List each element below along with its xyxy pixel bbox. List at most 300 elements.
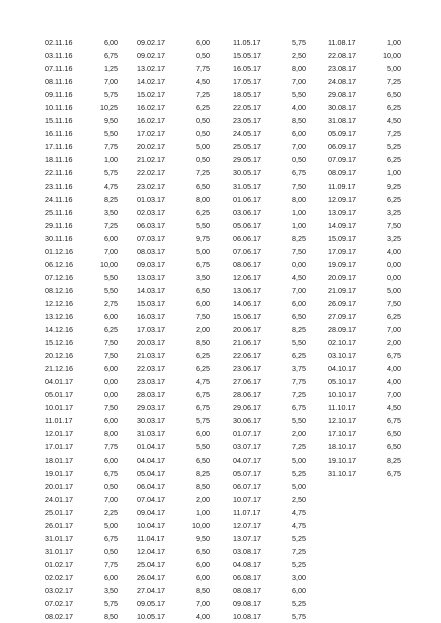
date-cell[interactable]: 30.08.17 (328, 103, 356, 113)
value-cell[interactable]: 6,25 (104, 325, 118, 335)
value-cell[interactable]: 3,25 (387, 233, 401, 243)
value-cell[interactable]: 6,25 (387, 194, 401, 204)
value-cell[interactable]: 6,25 (387, 155, 401, 165)
date-cell[interactable]: 04.08.17 (233, 559, 261, 569)
value-cell[interactable]: 7,25 (387, 77, 401, 87)
date-cell[interactable]: 28.03.17 (137, 390, 165, 400)
date-cell[interactable]: 11.04.17 (137, 533, 165, 543)
value-cell[interactable]: 3,75 (292, 364, 306, 374)
value-cell[interactable]: 7,75 (104, 442, 118, 452)
value-cell[interactable]: 3,50 (104, 585, 118, 595)
date-cell[interactable]: 16.03.17 (137, 311, 165, 321)
date-cell[interactable]: 27.04.17 (137, 585, 165, 595)
value-cell[interactable]: 7,25 (387, 129, 401, 139)
date-cell[interactable]: 02.11.16 (45, 38, 73, 47)
date-cell[interactable]: 03.11.16 (45, 51, 73, 61)
value-cell[interactable]: 7,50 (104, 403, 118, 413)
date-cell[interactable]: 05.09.17 (328, 129, 356, 139)
date-cell[interactable]: 09.04.17 (137, 507, 165, 517)
value-cell[interactable]: 10,00 (100, 259, 118, 269)
value-cell[interactable]: 8,50 (196, 481, 210, 491)
value-cell[interactable]: 7,50 (104, 351, 118, 361)
value-cell[interactable]: 4,00 (196, 612, 210, 622)
value-cell[interactable]: 2,00 (292, 429, 306, 439)
value-cell[interactable]: 6,50 (196, 181, 210, 191)
date-cell[interactable]: 27.06.17 (233, 377, 261, 387)
date-cell[interactable]: 12.07.17 (233, 520, 261, 530)
value-cell[interactable]: 6,50 (196, 455, 210, 465)
value-cell[interactable]: 7,25 (196, 90, 210, 100)
value-cell[interactable]: 8,50 (104, 612, 118, 622)
value-cell[interactable]: 5,75 (104, 90, 118, 100)
value-cell[interactable]: 8,00 (292, 194, 306, 204)
value-cell[interactable]: 5,25 (387, 142, 401, 152)
date-cell[interactable]: 16.02.17 (137, 116, 165, 126)
value-cell[interactable]: 1,00 (292, 207, 306, 217)
date-cell[interactable]: 21.02.17 (137, 155, 165, 165)
date-cell[interactable]: 22.03.17 (137, 364, 165, 374)
value-cell[interactable]: 5,50 (104, 285, 118, 295)
date-cell[interactable]: 30.06.17 (233, 416, 261, 426)
value-cell[interactable]: 10,00 (383, 51, 401, 61)
value-cell[interactable]: 5,50 (104, 272, 118, 282)
value-cell[interactable]: 8,00 (196, 194, 210, 204)
date-cell[interactable]: 11.01.17 (45, 416, 73, 426)
value-cell[interactable]: 8,25 (292, 233, 306, 243)
date-cell[interactable]: 20.01.17 (45, 481, 73, 491)
date-cell[interactable]: 14.06.17 (233, 298, 261, 308)
date-cell[interactable]: 07.06.17 (233, 246, 261, 256)
value-cell[interactable]: 7,50 (196, 311, 210, 321)
value-cell[interactable]: 1,25 (104, 64, 118, 74)
date-cell[interactable]: 21.09.17 (328, 285, 356, 295)
value-cell[interactable]: 0,00 (387, 272, 401, 282)
value-cell[interactable]: 5,75 (104, 168, 118, 178)
date-cell[interactable]: 10.07.17 (233, 494, 261, 504)
value-cell[interactable]: 6,75 (292, 168, 306, 178)
date-cell[interactable]: 15.06.17 (233, 311, 261, 321)
date-cell[interactable]: 08.12.16 (45, 285, 73, 295)
date-cell[interactable]: 08.08.17 (233, 585, 261, 595)
date-cell[interactable]: 29.08.17 (328, 90, 356, 100)
date-cell[interactable]: 15.03.17 (137, 298, 165, 308)
date-cell[interactable]: 08.02.17 (45, 612, 73, 622)
value-cell[interactable]: 5,00 (292, 481, 306, 491)
value-cell[interactable]: 6,50 (387, 442, 401, 452)
date-cell[interactable]: 04.01.17 (45, 377, 73, 387)
date-cell[interactable]: 15.09.17 (328, 233, 356, 243)
date-cell[interactable]: 17.05.17 (233, 77, 261, 87)
date-cell[interactable]: 03.08.17 (233, 546, 261, 556)
date-cell[interactable]: 21.12.16 (45, 364, 73, 374)
value-cell[interactable]: 5,50 (292, 90, 306, 100)
date-cell[interactable]: 11.09.17 (328, 181, 356, 191)
date-cell[interactable]: 29.06.17 (233, 403, 261, 413)
date-cell[interactable]: 13.12.16 (45, 311, 73, 321)
date-cell[interactable]: 05.07.17 (233, 468, 261, 478)
date-cell[interactable]: 17.09.17 (328, 246, 356, 256)
value-cell[interactable]: 5,25 (292, 468, 306, 478)
date-cell[interactable]: 09.02.17 (137, 38, 165, 47)
date-cell[interactable]: 06.09.17 (328, 142, 356, 152)
value-cell[interactable]: 3,00 (292, 572, 306, 582)
date-cell[interactable]: 18.11.16 (45, 155, 73, 165)
value-cell[interactable]: 1,00 (387, 38, 401, 47)
date-cell[interactable]: 12.06.17 (233, 272, 261, 282)
value-cell[interactable]: 5,00 (196, 246, 210, 256)
date-cell[interactable]: 10.04.17 (137, 520, 165, 530)
date-cell[interactable]: 19.01.17 (45, 468, 73, 478)
date-cell[interactable]: 31.01.17 (45, 533, 73, 543)
value-cell[interactable]: 4,50 (196, 77, 210, 87)
value-cell[interactable]: 6,50 (196, 285, 210, 295)
value-cell[interactable]: 6,50 (387, 429, 401, 439)
value-cell[interactable]: 6,25 (196, 351, 210, 361)
value-cell[interactable]: 5,00 (104, 520, 118, 530)
value-cell[interactable]: 2,00 (387, 338, 401, 348)
value-cell[interactable]: 8,25 (387, 455, 401, 465)
date-cell[interactable]: 07.09.17 (328, 155, 356, 165)
value-cell[interactable]: 6,00 (196, 38, 210, 47)
value-cell[interactable]: 4,75 (104, 181, 118, 191)
value-cell[interactable]: 8,50 (292, 116, 306, 126)
value-cell[interactable]: 0,50 (196, 116, 210, 126)
value-cell[interactable]: 1,00 (196, 507, 210, 517)
date-cell[interactable]: 15.05.17 (233, 51, 261, 61)
date-cell[interactable]: 28.09.17 (328, 325, 356, 335)
date-cell[interactable]: 14.12.16 (45, 325, 73, 335)
value-cell[interactable]: 6,50 (387, 90, 401, 100)
value-cell[interactable]: 7,25 (292, 546, 306, 556)
date-cell[interactable]: 15.02.17 (137, 90, 165, 100)
date-cell[interactable]: 12.09.17 (328, 194, 356, 204)
value-cell[interactable]: 2,25 (104, 507, 118, 517)
value-cell[interactable]: 5,50 (292, 338, 306, 348)
value-cell[interactable]: 7,50 (104, 338, 118, 348)
date-cell[interactable]: 21.06.17 (233, 338, 261, 348)
value-cell[interactable]: 7,50 (292, 181, 306, 191)
date-cell[interactable]: 13.06.17 (233, 285, 261, 295)
value-cell[interactable]: 8,25 (292, 325, 306, 335)
date-cell[interactable]: 13.03.17 (137, 272, 165, 282)
value-cell[interactable]: 6,00 (196, 429, 210, 439)
date-cell[interactable]: 10.01.17 (45, 403, 73, 413)
value-cell[interactable]: 8,25 (196, 468, 210, 478)
value-cell[interactable]: 0,50 (104, 481, 118, 491)
date-cell[interactable]: 23.08.17 (328, 64, 356, 74)
value-cell[interactable]: 10,25 (100, 103, 118, 113)
value-cell[interactable]: 3,50 (104, 207, 118, 217)
value-cell[interactable]: 7,25 (104, 220, 118, 230)
date-cell[interactable]: 10.11.16 (45, 103, 73, 113)
value-cell[interactable]: 0,00 (292, 259, 306, 269)
date-cell[interactable]: 21.03.17 (137, 351, 165, 361)
date-cell[interactable]: 24.11.16 (45, 194, 73, 204)
value-cell[interactable]: 6,00 (104, 233, 118, 243)
value-cell[interactable]: 7,00 (104, 77, 118, 87)
date-cell[interactable]: 12.04.17 (137, 546, 165, 556)
value-cell[interactable]: 6,00 (292, 129, 306, 139)
date-cell[interactable]: 08.06.17 (233, 259, 261, 269)
value-cell[interactable]: 4,00 (387, 377, 401, 387)
date-cell[interactable]: 01.03.17 (137, 194, 165, 204)
date-cell[interactable]: 04.04.17 (137, 455, 165, 465)
date-cell[interactable]: 14.02.17 (137, 77, 165, 87)
value-cell[interactable]: 6,75 (104, 51, 118, 61)
date-cell[interactable]: 03.07.17 (233, 442, 261, 452)
date-cell[interactable]: 01.07.17 (233, 429, 261, 439)
date-cell[interactable]: 17.11.16 (45, 142, 73, 152)
value-cell[interactable]: 7,25 (292, 442, 306, 452)
date-cell[interactable]: 25.05.17 (233, 142, 261, 152)
value-cell[interactable]: 0,50 (196, 51, 210, 61)
value-cell[interactable]: 4,75 (292, 520, 306, 530)
value-cell[interactable]: 6,75 (292, 403, 306, 413)
value-cell[interactable]: 6,25 (196, 364, 210, 374)
date-cell[interactable]: 31.01.17 (45, 546, 73, 556)
date-cell[interactable]: 29.03.17 (137, 403, 165, 413)
date-cell[interactable]: 12.10.17 (328, 416, 356, 426)
value-cell[interactable]: 1,00 (387, 168, 401, 178)
date-cell[interactable]: 22.08.17 (328, 51, 356, 61)
value-cell[interactable]: 0,00 (387, 259, 401, 269)
value-cell[interactable]: 6,25 (387, 311, 401, 321)
value-cell[interactable]: 0,00 (104, 377, 118, 387)
value-cell[interactable]: 5,75 (104, 599, 118, 609)
date-cell[interactable]: 24.08.17 (328, 77, 356, 87)
date-cell[interactable]: 17.01.17 (45, 442, 73, 452)
value-cell[interactable]: 0,50 (104, 546, 118, 556)
date-cell[interactable]: 20.03.17 (137, 338, 165, 348)
date-cell[interactable]: 16.05.17 (233, 64, 261, 74)
value-cell[interactable]: 8,00 (292, 64, 306, 74)
value-cell[interactable]: 4,00 (292, 103, 306, 113)
value-cell[interactable]: 8,50 (196, 338, 210, 348)
value-cell[interactable]: 5,75 (196, 416, 210, 426)
date-cell[interactable]: 30.05.17 (233, 168, 261, 178)
date-cell[interactable]: 13.09.17 (328, 207, 356, 217)
value-cell[interactable]: 6,00 (104, 416, 118, 426)
date-cell[interactable]: 16.11.16 (45, 129, 73, 139)
value-cell[interactable]: 6,25 (196, 207, 210, 217)
value-cell[interactable]: 4,50 (387, 116, 401, 126)
value-cell[interactable]: 6,50 (196, 546, 210, 556)
date-cell[interactable]: 23.05.17 (233, 116, 261, 126)
date-cell[interactable]: 19.09.17 (328, 259, 356, 269)
value-cell[interactable]: 6,75 (387, 468, 401, 478)
date-cell[interactable]: 01.12.16 (45, 246, 73, 256)
value-cell[interactable]: 6,00 (196, 298, 210, 308)
date-cell[interactable]: 04.07.17 (233, 455, 261, 465)
date-cell[interactable]: 05.10.17 (328, 377, 356, 387)
value-cell[interactable]: 6,75 (104, 533, 118, 543)
date-cell[interactable]: 05.06.17 (233, 220, 261, 230)
date-cell[interactable]: 22.06.17 (233, 351, 261, 361)
value-cell[interactable]: 9,75 (196, 233, 210, 243)
date-cell[interactable]: 23.06.17 (233, 364, 261, 374)
date-cell[interactable]: 18.05.17 (233, 90, 261, 100)
date-cell[interactable]: 03.10.17 (328, 351, 356, 361)
date-cell[interactable]: 07.02.17 (45, 599, 73, 609)
value-cell[interactable]: 5,00 (387, 64, 401, 74)
value-cell[interactable]: 4,00 (387, 364, 401, 374)
value-cell[interactable]: 4,00 (387, 246, 401, 256)
value-cell[interactable]: 7,75 (292, 377, 306, 387)
value-cell[interactable]: 9,50 (196, 533, 210, 543)
value-cell[interactable]: 3,50 (196, 272, 210, 282)
value-cell[interactable]: 7,25 (292, 390, 306, 400)
value-cell[interactable]: 6,00 (104, 364, 118, 374)
date-cell[interactable]: 25.01.17 (45, 507, 73, 517)
value-cell[interactable]: 6,75 (196, 390, 210, 400)
date-cell[interactable]: 24.01.17 (45, 494, 73, 504)
value-cell[interactable]: 7,50 (387, 220, 401, 230)
date-cell[interactable]: 08.11.16 (45, 77, 73, 87)
date-cell[interactable]: 07.03.17 (137, 233, 165, 243)
date-cell[interactable]: 02.03.17 (137, 207, 165, 217)
value-cell[interactable]: 4,50 (292, 272, 306, 282)
value-cell[interactable]: 7,00 (387, 390, 401, 400)
date-cell[interactable]: 14.09.17 (328, 220, 356, 230)
date-cell[interactable]: 07.11.16 (45, 64, 73, 74)
date-cell[interactable]: 17.03.17 (137, 325, 165, 335)
date-cell[interactable]: 20.12.16 (45, 351, 73, 361)
date-cell[interactable]: 02.02.17 (45, 572, 73, 582)
date-cell[interactable]: 20.09.17 (328, 272, 356, 282)
value-cell[interactable]: 7,00 (104, 494, 118, 504)
date-cell[interactable]: 22.02.17 (137, 168, 165, 178)
value-cell[interactable]: 6,25 (292, 351, 306, 361)
value-cell[interactable]: 5,00 (292, 455, 306, 465)
date-cell[interactable]: 07.12.16 (45, 272, 73, 282)
value-cell[interactable]: 5,75 (292, 612, 306, 622)
date-cell[interactable]: 06.12.16 (45, 259, 73, 269)
value-cell[interactable]: 1,00 (292, 220, 306, 230)
date-cell[interactable]: 25.11.16 (45, 207, 73, 217)
date-cell[interactable]: 30.11.16 (45, 233, 73, 243)
value-cell[interactable]: 5,50 (104, 129, 118, 139)
date-cell[interactable]: 11.08.17 (328, 38, 356, 47)
date-cell[interactable]: 01.06.17 (233, 194, 261, 204)
date-cell[interactable]: 31.08.17 (328, 116, 356, 126)
value-cell[interactable]: 3,25 (387, 207, 401, 217)
value-cell[interactable]: 7,00 (104, 246, 118, 256)
value-cell[interactable]: 6,00 (196, 572, 210, 582)
date-cell[interactable]: 09.11.16 (45, 90, 73, 100)
value-cell[interactable]: 7,50 (387, 298, 401, 308)
date-cell[interactable]: 29.11.16 (45, 220, 73, 230)
date-cell[interactable]: 22.05.17 (233, 103, 261, 113)
date-cell[interactable]: 28.06.17 (233, 390, 261, 400)
date-cell[interactable]: 11.05.17 (233, 38, 261, 47)
date-cell[interactable]: 13.02.17 (137, 64, 165, 74)
value-cell[interactable]: 7,00 (196, 599, 210, 609)
date-cell[interactable]: 05.04.17 (137, 468, 165, 478)
value-cell[interactable]: 0,50 (196, 129, 210, 139)
value-cell[interactable]: 5,25 (292, 599, 306, 609)
date-cell[interactable]: 06.08.17 (233, 572, 261, 582)
value-cell[interactable]: 6,75 (387, 351, 401, 361)
date-cell[interactable]: 16.02.17 (137, 103, 165, 113)
value-cell[interactable]: 7,75 (196, 64, 210, 74)
date-cell[interactable]: 26.09.17 (328, 298, 356, 308)
value-cell[interactable]: 6,75 (387, 416, 401, 426)
date-cell[interactable]: 06.06.17 (233, 233, 261, 243)
value-cell[interactable]: 7,00 (387, 325, 401, 335)
value-cell[interactable]: 9,25 (387, 181, 401, 191)
value-cell[interactable]: 2,00 (196, 494, 210, 504)
date-cell[interactable]: 22.11.16 (45, 168, 73, 178)
date-cell[interactable]: 12.01.17 (45, 429, 73, 439)
date-cell[interactable]: 10.05.17 (137, 612, 165, 622)
value-cell[interactable]: 7,75 (104, 142, 118, 152)
value-cell[interactable]: 7,00 (292, 142, 306, 152)
date-cell[interactable]: 06.03.17 (137, 220, 165, 230)
value-cell[interactable]: 8,50 (196, 585, 210, 595)
date-cell[interactable]: 25.04.17 (137, 559, 165, 569)
value-cell[interactable]: 0,50 (292, 155, 306, 165)
date-cell[interactable]: 19.10.17 (328, 455, 356, 465)
date-cell[interactable]: 17.02.17 (137, 129, 165, 139)
value-cell[interactable]: 6,00 (292, 298, 306, 308)
date-cell[interactable]: 10.08.17 (233, 612, 261, 622)
value-cell[interactable]: 2,50 (292, 51, 306, 61)
value-cell[interactable]: 5,00 (387, 285, 401, 295)
value-cell[interactable]: 5,50 (292, 416, 306, 426)
date-cell[interactable]: 26.04.17 (137, 572, 165, 582)
date-cell[interactable]: 31.10.17 (328, 468, 356, 478)
date-cell[interactable]: 12.12.16 (45, 298, 73, 308)
date-cell[interactable]: 29.05.17 (233, 155, 261, 165)
value-cell[interactable]: 7,00 (292, 77, 306, 87)
value-cell[interactable]: 10,00 (192, 520, 210, 530)
date-cell[interactable]: 23.11.16 (45, 181, 73, 191)
date-cell[interactable]: 09.03.17 (137, 259, 165, 269)
value-cell[interactable]: 5,50 (196, 442, 210, 452)
date-cell[interactable]: 05.01.17 (45, 390, 73, 400)
value-cell[interactable]: 7,25 (196, 168, 210, 178)
value-cell[interactable]: 5,50 (196, 220, 210, 230)
date-cell[interactable]: 09.05.17 (137, 599, 165, 609)
date-cell[interactable]: 06.07.17 (233, 481, 261, 491)
date-cell[interactable]: 14.03.17 (137, 285, 165, 295)
value-cell[interactable]: 5,25 (292, 533, 306, 543)
value-cell[interactable]: 6,00 (104, 572, 118, 582)
value-cell[interactable]: 1,00 (104, 155, 118, 165)
date-cell[interactable]: 01.04.17 (137, 442, 165, 452)
date-cell[interactable]: 18.10.17 (328, 442, 356, 452)
date-cell[interactable]: 15.12.16 (45, 338, 73, 348)
date-cell[interactable]: 15.11.16 (45, 116, 73, 126)
date-cell[interactable]: 24.05.17 (233, 129, 261, 139)
value-cell[interactable]: 6,25 (196, 103, 210, 113)
value-cell[interactable]: 6,25 (387, 103, 401, 113)
value-cell[interactable]: 2,00 (196, 325, 210, 335)
value-cell[interactable]: 6,50 (292, 311, 306, 321)
date-cell[interactable]: 10.10.17 (328, 390, 356, 400)
value-cell[interactable]: 0,50 (196, 155, 210, 165)
value-cell[interactable]: 9,50 (104, 116, 118, 126)
date-cell[interactable]: 11.10.17 (328, 403, 356, 413)
value-cell[interactable]: 6,00 (104, 38, 118, 47)
date-cell[interactable]: 27.09.17 (328, 311, 356, 321)
date-cell[interactable]: 03.06.17 (233, 207, 261, 217)
date-cell[interactable]: 18.01.17 (45, 455, 73, 465)
date-cell[interactable]: 08.09.17 (328, 168, 356, 178)
value-cell[interactable]: 6,75 (196, 259, 210, 269)
date-cell[interactable]: 08.03.17 (137, 246, 165, 256)
value-cell[interactable]: 8,25 (104, 194, 118, 204)
